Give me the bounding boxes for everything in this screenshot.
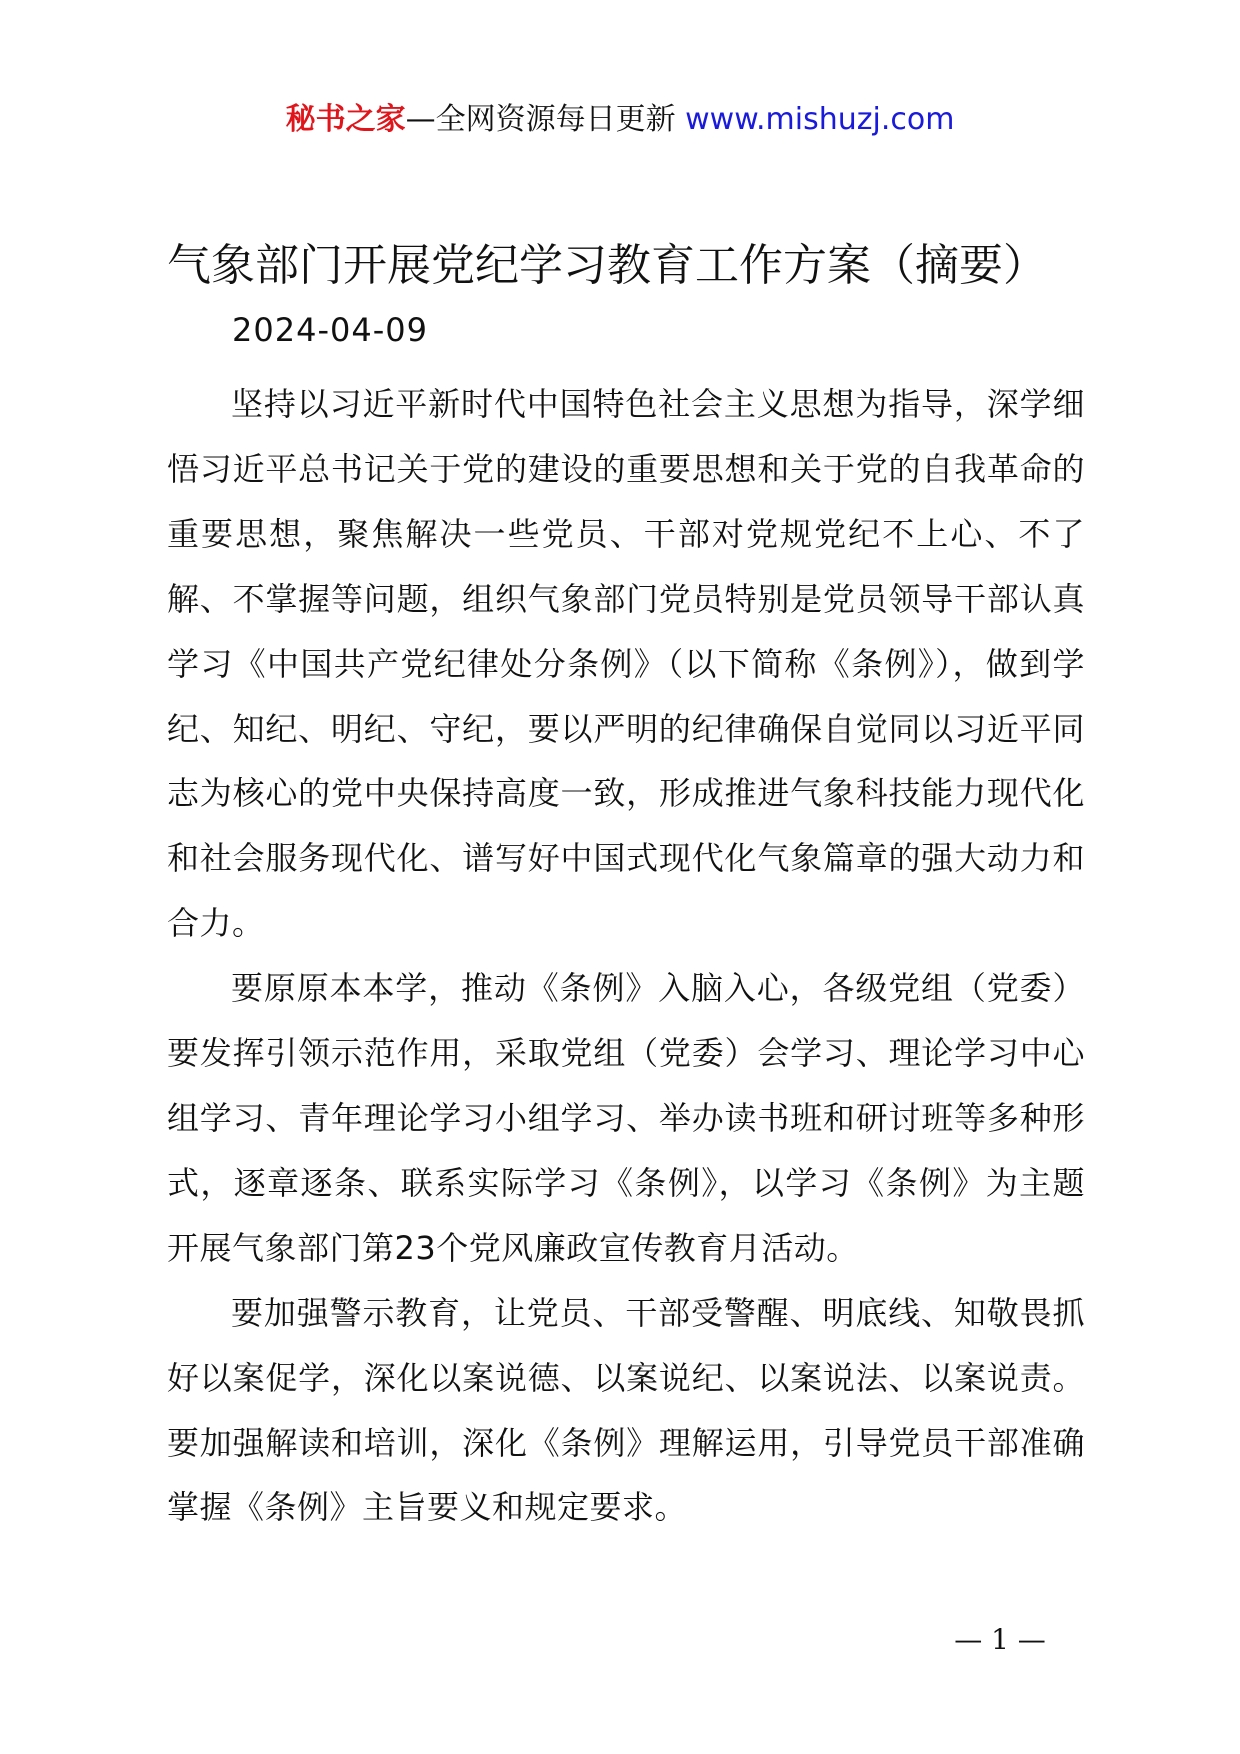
page-number: — 1 — — [954, 1623, 1046, 1656]
site-tagline: —全网资源每日更新 — [405, 102, 686, 137]
paragraph-1: 坚持以习近平新时代中国特色社会主义思想为指导，深学细悟习近平总书记关于党的建设的重要思想和关于党的自我革命的重要思想，聚焦解决一些党员、干部对党规党纪不上心、不了解、不掌握等问题，组织气象部门党员特别是党员领导干部认真学习《中国共产党纪律处分条例》（以下简称《条例》），做到学纪、知纪、明纪、守纪，要以严明的纪律确保自觉同以习近平同志为核心的党中央保持高度一致，形成推进气象科技能力现代化和社会服务现代化、谱写好中国式现代化气象篇章的强大动力和合力。 — [167, 385, 1085, 943]
document-title: 气象部门开展党纪学习教育工作方案（摘要） — [167, 240, 1047, 291]
document-body — [167, 372, 1085, 1540]
site-url-link[interactable]: www.mishuzj.com — [685, 102, 955, 137]
site-header — [0, 100, 1240, 140]
document-date: 2024-04-09 — [232, 311, 428, 349]
paragraph-2: 要原原本本学，推动《条例》入脑入心，各级党组（党委）要发挥引领示范作用，采取党组（党委）会学习、理论学习中心组学习、青年理论学习小组学习、举办读书班和研讨班等多种形式，逐章逐条、联系实际学习《条例》，以学习《条例》为主题开展气象部门第23个党风廉政宣传教育月活动。 — [167, 969, 1085, 1267]
site-brand: 秘书之家 — [285, 102, 406, 137]
paragraph-3: 要加强警示教育，让党员、干部受警醒、明底线、知敬畏抓好以案促学，深化以案说德、以案说纪、以案说法、以案说责。要加强解读和培训，深化《条例》理解运用，引导党员干部准确掌握《条例》主旨要义和规定要求。 — [167, 1293, 1085, 1527]
